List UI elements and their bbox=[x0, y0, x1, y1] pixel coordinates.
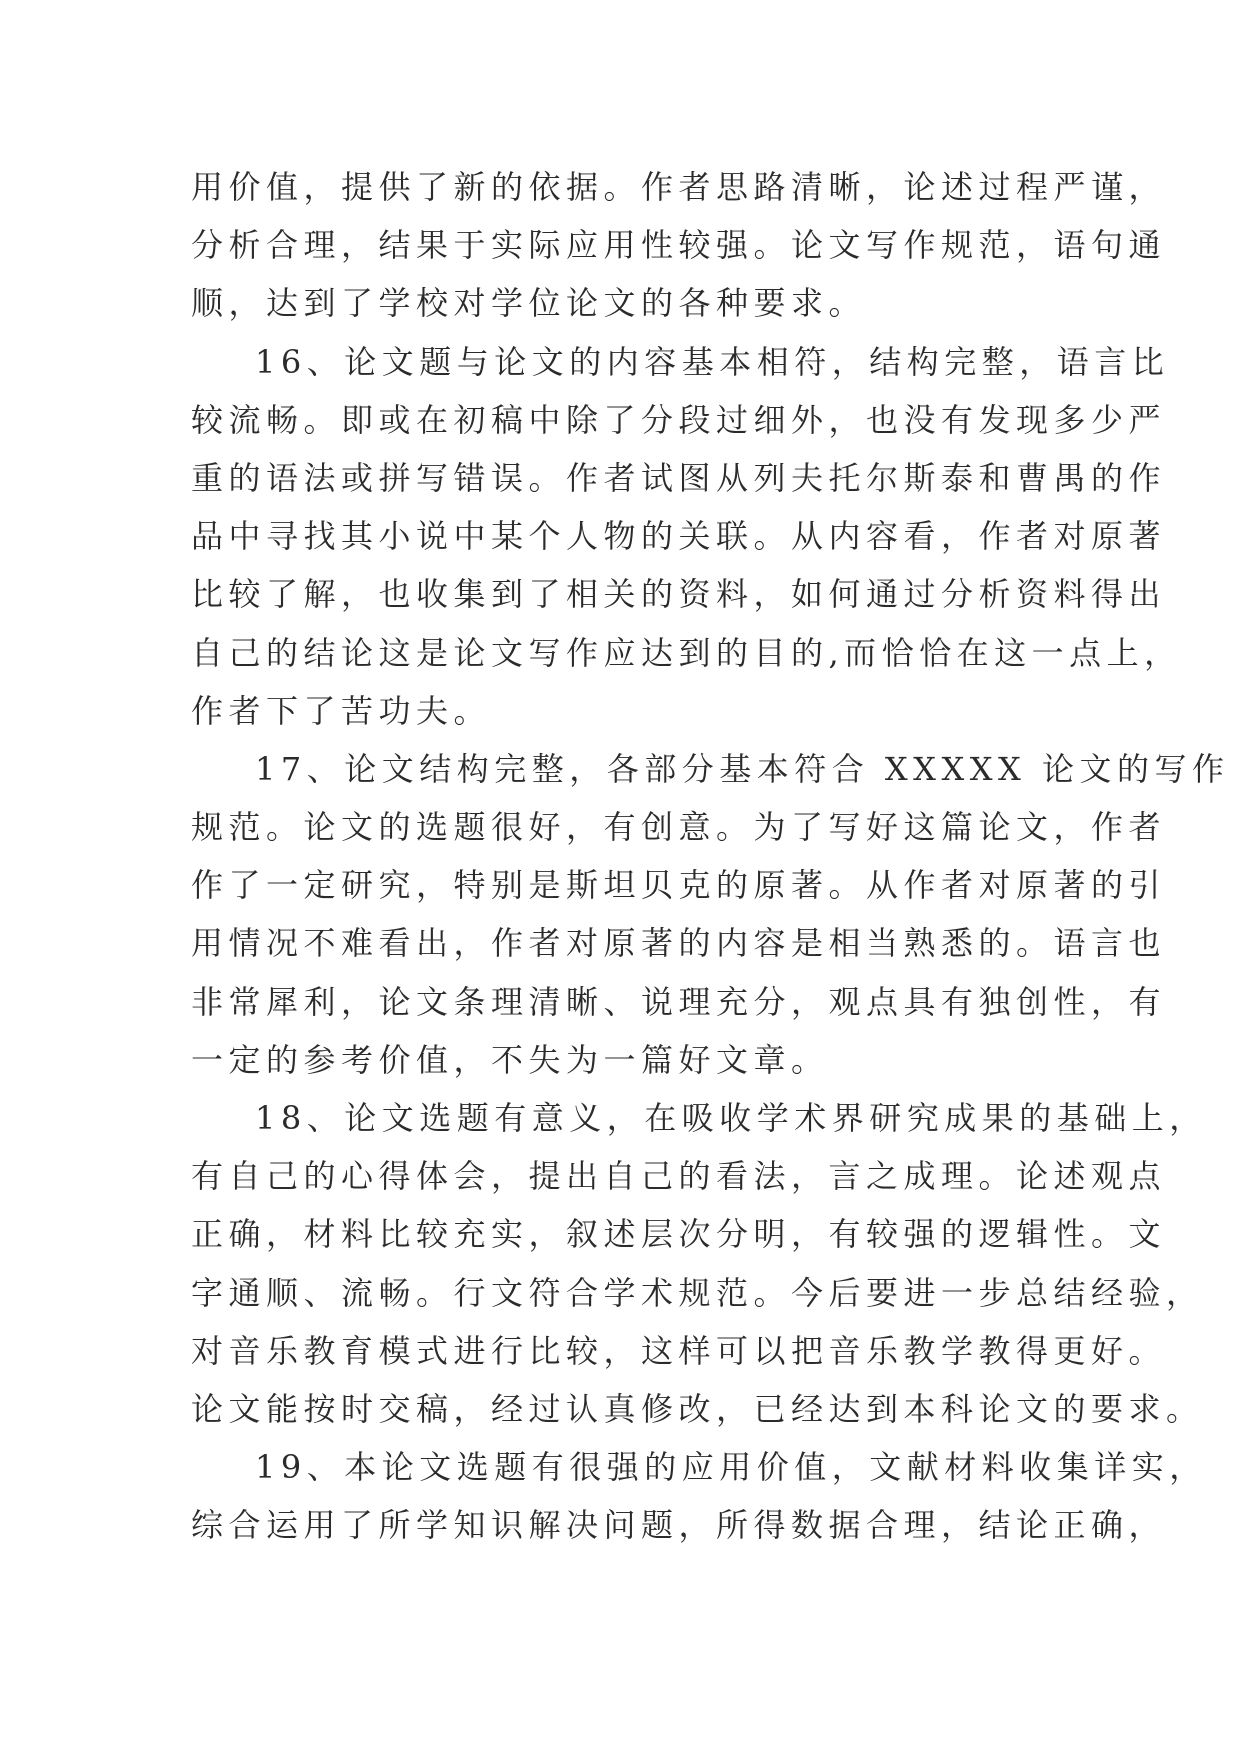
text-line: 用价值，提供了新的依据。作者思路清晰，论述过程严谨， bbox=[191, 168, 1167, 206]
paragraph-15-continuation bbox=[191, 158, 1167, 333]
text-line: 一定的参考价值，不失为一篇好文章。 bbox=[191, 1040, 829, 1079]
text-line: 非常犀利，论文条理清晰、说理充分，观点具有独创性，有 bbox=[191, 982, 1167, 1021]
text-line: 17、论文结构完整，各部分基本符合 XXXXX 论文的写作 bbox=[255, 749, 1230, 788]
text-line: 对音乐教育模式进行比较，这样可以把音乐教学教得更好。 bbox=[191, 1331, 1167, 1370]
paragraph-16 bbox=[191, 333, 1182, 740]
document-body bbox=[191, 158, 1230, 1555]
text-line: 18、论文选题有意义，在吸收学术界研究成果的基础上， bbox=[255, 1099, 1207, 1137]
text-line: 分析合理，结果于实际应用性较强。论文写作规范，语句通 bbox=[191, 226, 1167, 265]
text-line: 作者下了苦功夫。 bbox=[191, 691, 492, 730]
text-line: 用情况不难看出，作者对原著的内容是相当熟悉的。语言也 bbox=[191, 924, 1167, 963]
text-line: 作了一定研究，特别是斯坦贝克的原著。从作者对原著的引 bbox=[191, 866, 1167, 905]
text-line: 顺，达到了学校对学位论文的各种要求。 bbox=[191, 284, 867, 323]
paragraph-17 bbox=[191, 740, 1230, 1089]
text-line: 品中寻找其小说中某个人物的关联。从内容看，作者对原著 bbox=[191, 517, 1167, 556]
text-line: 规范。论文的选题很好，有创意。为了写好这篇论文，作者 bbox=[191, 808, 1167, 847]
text-line: 综合运用了所学知识解决问题，所得数据合理，结论正确， bbox=[191, 1506, 1167, 1545]
text-line: 较流畅。即或在初稿中除了分段过细外，也没有发现多少严 bbox=[191, 400, 1167, 439]
text-line: 论文能按时交稿，经过认真修改，已经达到本科论文的要求。 bbox=[191, 1389, 1204, 1428]
text-line: 16、论文题与论文的内容基本相符，结构完整，语言比 bbox=[255, 342, 1170, 381]
text-line: 字通顺、流畅。行文符合学术规范。今后要进一步总结经验， bbox=[191, 1273, 1204, 1312]
text-line: 19、本论文选题有很强的应用价值，文献材料收集详实， bbox=[255, 1448, 1207, 1487]
paragraph-18 bbox=[191, 1089, 1207, 1438]
text-line: 重的语法或拼写错误。作者试图从列夫托尔斯泰和曹禺的作 bbox=[191, 458, 1167, 497]
text-line: 正确，材料比较充实，叙述层次分明，有较强的逻辑性。文 bbox=[191, 1215, 1167, 1254]
paragraph-19 bbox=[191, 1438, 1207, 1554]
text-line: 有自己的心得体会，提出自己的看法，言之成理。论述观点 bbox=[191, 1157, 1167, 1196]
text-line: 比较了解，也收集到了相关的资料，如何通过分析资料得出 bbox=[191, 575, 1167, 614]
text-line: 自己的结论这是论文写作应达到的目的,而恰恰在这一点上， bbox=[191, 633, 1182, 672]
